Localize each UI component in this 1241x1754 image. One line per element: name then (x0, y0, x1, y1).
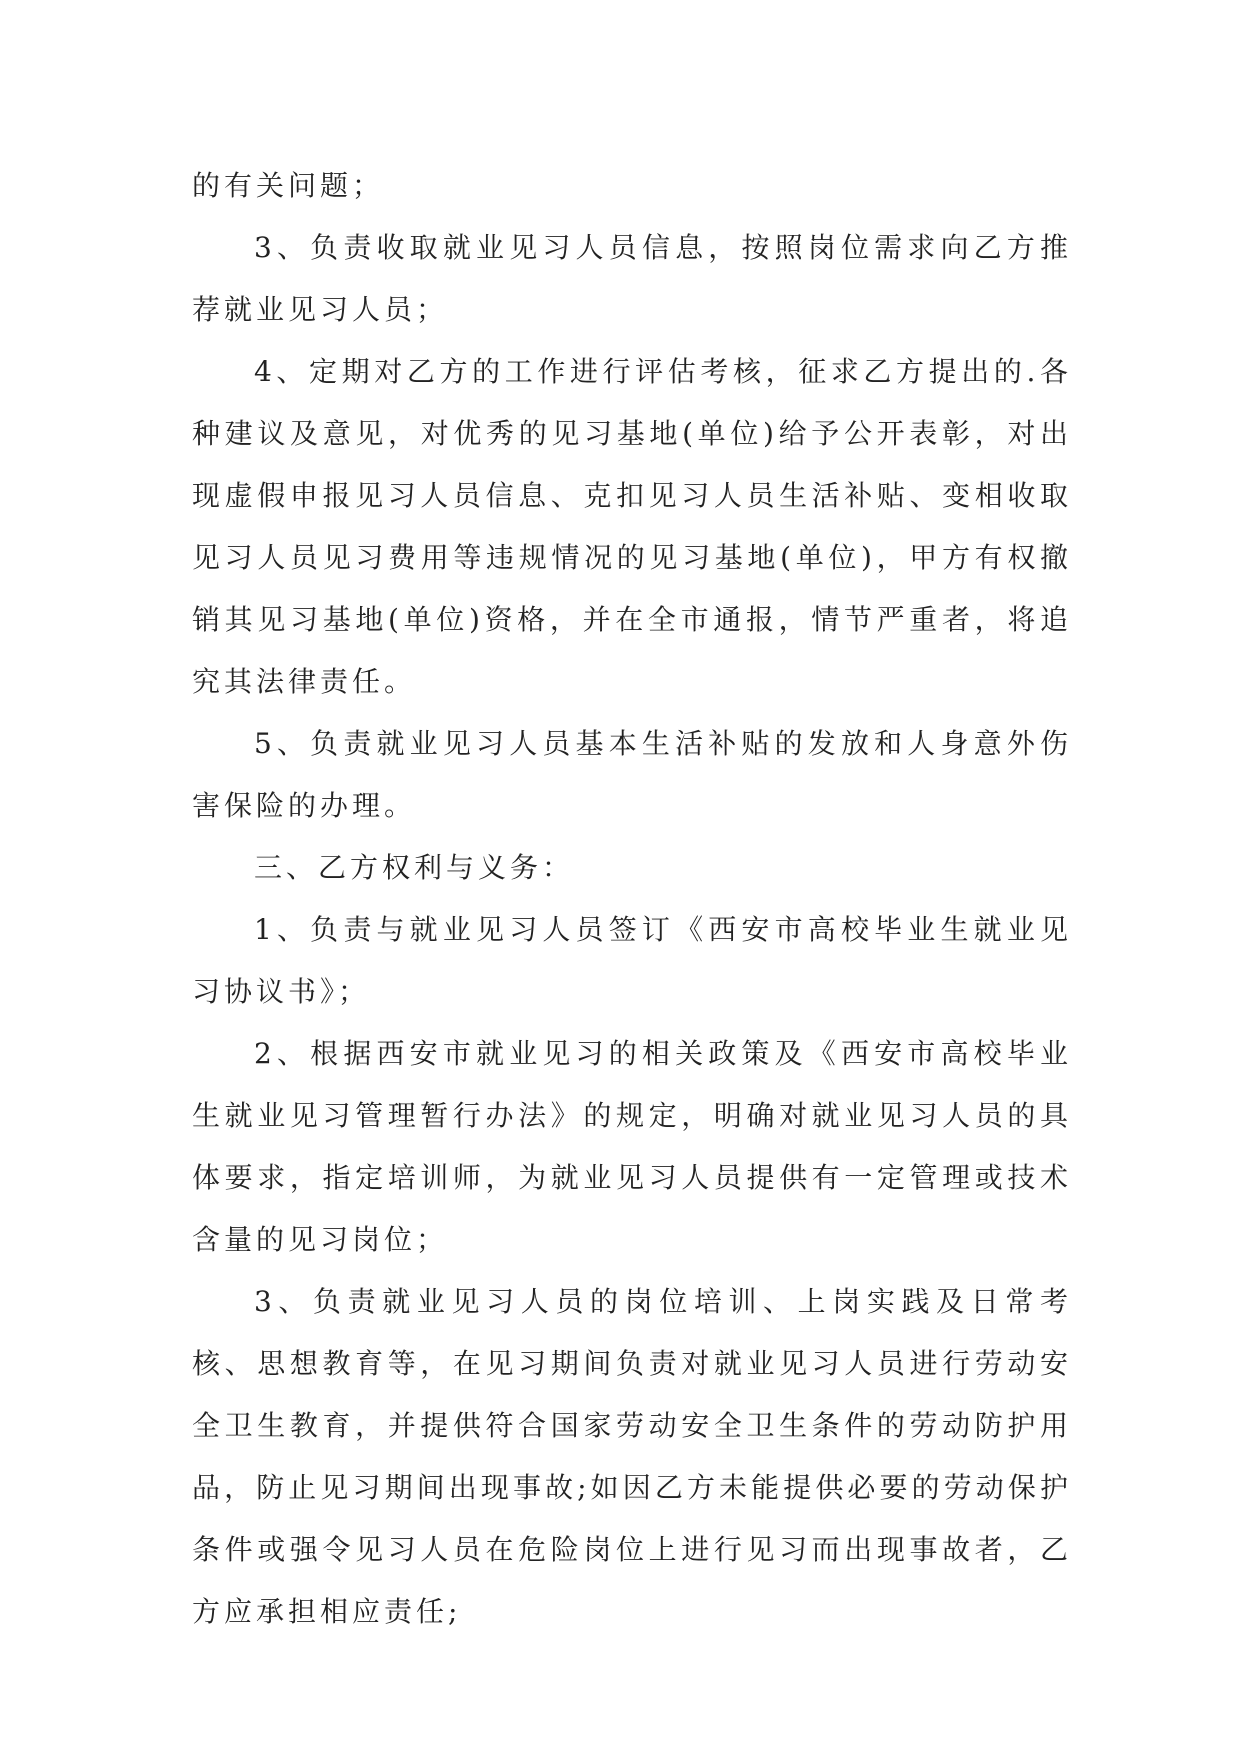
paragraph-continuation: 的有关问题； (192, 169, 385, 202)
paragraph-b-item-1-agreement: 1、负责与就业见习人员签订《西安市高校毕业生就业见习协议书》； (192, 913, 1072, 1008)
section-heading-party-b-rights: 三、乙方权利与义务： (254, 851, 575, 884)
paragraph-b-item-2-requirements: 2、根据西安市就业见习的相关政策及《西安市高校毕业生就业见习管理暂行办法》的规定，明确对就业见习人员的具体要求，指定培训师，为就业见习人员提供有一定管理或技术含量的见习岗位； (192, 1037, 1072, 1256)
paragraph-item-4-evaluation: 4、定期对乙方的工作进行评估考核，征求乙方提出的.各种建议及意见，对优秀的见习基地(单位)给予公开表彰，对出现虚假申报见习人员信息、克扣见习人员生活补贴、变相收取见习人员见习费用等违规情况的见习基地(单位)，甲方有权撤销其见习基地(单位)资格，并在全市通报，情节严重者，将追究其法律责任。 (192, 355, 1072, 698)
paragraph-item-5-subsidy: 5、负责就业见习人员基本生活补贴的发放和人身意外伤害保险的办理。 (192, 727, 1072, 822)
paragraph-item-3-collect-info: 3、负责收取就业见习人员信息，按照岗位需求向乙方推荐就业见习人员； (192, 231, 1072, 326)
paragraph-b-item-3-training-safety: 3、负责就业见习人员的岗位培训、上岗实践及日常考核、思想教育等，在见习期间负责对就业见习人员进行劳动安全卫生教育，并提供符合国家劳动安全卫生条件的劳动防护用品，防止见习期间出现事故;如因乙方未能提供必要的劳动保护条件或强令见习人员在危险岗位上进行见习而出现事故者，乙方应承担相应责任; (192, 1285, 1072, 1628)
document-body (192, 155, 1072, 1643)
